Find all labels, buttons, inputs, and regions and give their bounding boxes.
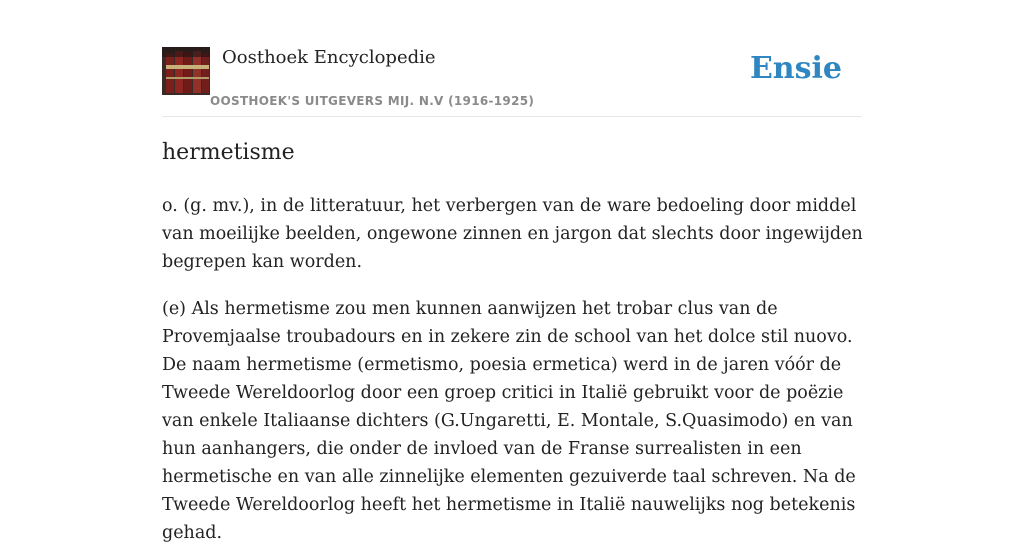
- source-header: [162, 46, 862, 117]
- encyclopedia-books-avatar[interactable]: [162, 47, 210, 95]
- explanation-paragraph: (e) Als hermetisme zou men kunnen aanwijzen het trobar clus van de Provemjaalse troubadours en in zekere zin de school van het dolce stil nuovo. De naam hermetisme (ermetismo, poesia ermetica) werd in de jaren vóór de Tweede Wereldoorlog door een groep critici in Italië gebruikt voor de poëzie van enkele Italiaanse dichters (G.Ungaretti, E. Montale, S.Quasimodo) en van hun aanhangers, die onder de invloed van de Franse surrealisten in een hermetische en van alle zinnelijke elementen gezuiverde taal schreven. Na de Tweede Wereldoorlog heeft het hermetisme in Italië nauwelijks nog betekenis gehad.: [162, 299, 856, 543]
- definition-paragraph: o. (g. mv.), in de litteratuur, het verbergen van de ware bedoeling door middel van moeilijke beelden, ongewone zinnen en jargon dat slechts door ingewijden begrepen kan worden.: [162, 196, 863, 272]
- ensie-logo-link[interactable]: Ensie: [749, 51, 842, 86]
- entry-title: hermetisme: [162, 140, 295, 165]
- source-name[interactable]: Oosthoek Encyclopedie: [222, 47, 436, 68]
- source-subtitle: OOSTHOEK'S UITGEVERS MIJ. N.V (1916-1925): [210, 94, 535, 108]
